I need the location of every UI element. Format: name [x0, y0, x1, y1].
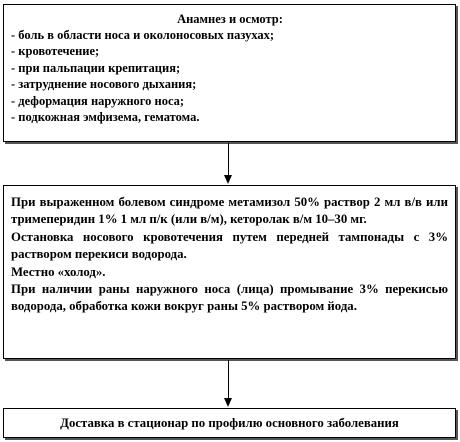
symptom-item: - при пальпации крепитация;	[11, 60, 181, 75]
assessment-title: Анамнез и осмотр:	[177, 12, 283, 26]
treatment-paragraph: Остановка носового кровотечения путем передней тампонады с 3% раствором перекиси водорода.	[11, 229, 448, 262]
treatment-paragraph: При выраженном болевом синдроме метамизол 50% раствор 2 мл в/в или тримеперидин 1% 1 мл п/к (или в/м), кеторолак в/м 10–30 мг.	[11, 195, 448, 227]
arrow-line	[228, 360, 229, 400]
flow-arrow-down	[224, 360, 234, 408]
treatment-paragraph: Местно «холод».	[11, 264, 106, 279]
symptom-item: - подкожная эмфизема, гематома.	[11, 110, 200, 125]
symptom-item: - деформация наружного носа;	[11, 93, 185, 108]
treatment-box	[3, 185, 456, 359]
arrow-head-icon	[224, 175, 232, 184]
flow-arrow-down	[224, 143, 234, 185]
arrow-line	[228, 143, 229, 177]
transport-text: Доставка в стационар по профилю основного заболевания	[60, 416, 399, 430]
transport-box	[3, 408, 456, 438]
arrow-head-icon	[224, 398, 232, 407]
symptom-list	[11, 27, 449, 125]
treatment-paragraph: При наличии раны наружного носа (лица) промывание 3% перекисью водорода, обработка кожи вокруг раны 5% раствором йода.	[11, 282, 448, 314]
assessment-box	[3, 4, 456, 142]
symptom-item: - боль в области носа и околоносовых пазухах;	[11, 28, 275, 42]
symptom-item: - кровотечение;	[11, 44, 100, 59]
symptom-item: - затруднение носового дыхания;	[11, 77, 197, 92]
